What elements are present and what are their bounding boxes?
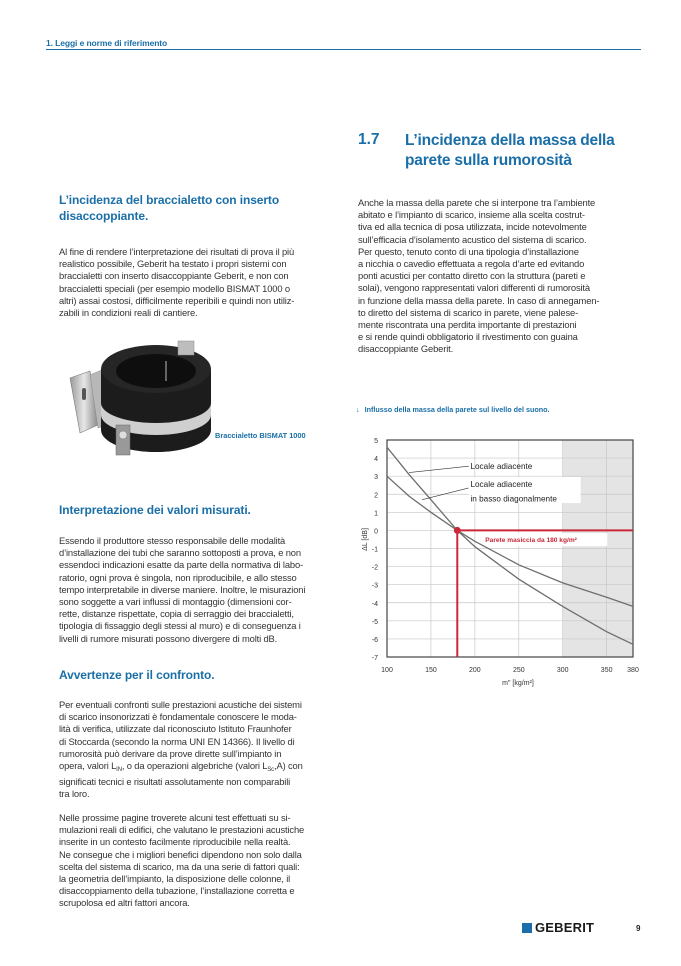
x-tick-label: 350 xyxy=(600,667,613,674)
paragraph-line: braccialetti con inserto disaccoppiante Geberit, e non con xyxy=(59,270,289,282)
paragraph-line: scrupolosa ed altri fattori ancora. xyxy=(59,897,190,909)
paragraph-line: ratorio, ogni prova è singola, non riproducibile, e allo stesso xyxy=(59,571,297,583)
figure-caption xyxy=(356,405,550,414)
paragraph-line: d’installazione dei tubi che saranno sottoposti a prova, e non xyxy=(59,547,301,559)
paragraph-line: disaccoppiante Geberit. xyxy=(358,343,454,355)
x-tick-label: 380 xyxy=(627,667,639,674)
page-number: 9 xyxy=(636,924,641,933)
heading-line: L’incidenza del braccialetto con inserto xyxy=(59,193,280,207)
paragraph-line: sono soggette a vari influssi di montaggio (dimensioni cor- xyxy=(59,596,292,608)
paragraph-line: essendoci indicazioni esatte da parte della normativa di labo- xyxy=(59,559,303,571)
reference-label: Parete masiccia da 180 kg/m² xyxy=(485,537,577,545)
paragraph-line: mulazioni reali di edifici, che valutano le prestazioni acustiche xyxy=(59,824,305,836)
paragraph-line: Per questo, tenuto conto di una tipologia d’installazione xyxy=(358,245,579,257)
running-header: 1. Leggi e norme di riferimento xyxy=(46,38,168,48)
paragraph-line: Essendo il produttore stesso responsabile delle modalità xyxy=(59,535,286,546)
paragraph-line: in funzione della massa della parete. In caso di annegamen- xyxy=(358,294,600,306)
paragraph-line: tra loro. xyxy=(59,788,90,800)
x-tick-label: 300 xyxy=(556,667,569,674)
y-tick-label: -4 xyxy=(371,600,378,608)
paragraph-line: significati tecnici e risultati assolutamente non comparabili xyxy=(59,776,291,788)
header-divider xyxy=(46,49,641,50)
x-axis-label: m" [kg/m²] xyxy=(502,680,534,687)
heading-line: disaccoppiante. xyxy=(59,209,149,223)
y-tick-label: 0 xyxy=(374,528,378,536)
bracket-heading xyxy=(59,192,279,224)
section-title-line: L’incidenza della massa della xyxy=(405,132,615,149)
logo-square-icon xyxy=(522,923,532,933)
geberit-logo xyxy=(522,920,594,935)
comparison-heading: Avvertenze per il confronto. xyxy=(59,668,215,682)
arrow-down-icon: ↓ xyxy=(356,405,360,414)
subscript: IN xyxy=(116,767,122,774)
paragraph-line: a nicchia o cavedio effettuata a regola d’arte ed evitando xyxy=(358,258,585,270)
x-tick-label: 250 xyxy=(512,667,525,674)
paragraph-line: scelta del sistema di scarico, ma da una serie di fattori quali: xyxy=(59,860,300,872)
paragraph-line: di scarico insonorizzati è fondamentale conoscere le moda- xyxy=(59,711,297,723)
paragraph-line: la geometria dell’impianto, la disposizione delle colonne, il xyxy=(59,873,291,885)
annotation-label: Locale adiacente xyxy=(470,462,533,472)
bismat-bracket-photo xyxy=(58,333,218,458)
paragraph-line: disaccoppiamento della tubazione, l’installazione corretta e xyxy=(59,885,295,897)
paragraph-line: Nelle prossime pagine troverete alcuni test effettuati su si- xyxy=(59,812,291,823)
section-title xyxy=(405,131,645,171)
paragraph-line: inserite in un contesto facilmente riproducibile nella realtà. xyxy=(59,836,291,848)
paragraph-line: livelli di rumore misurati possono divergere di molti dB. xyxy=(59,632,278,644)
y-axis-label: ΔL [dB] xyxy=(362,528,369,551)
paragraph-line: mente riscontrata una perdita importante di prestazioni xyxy=(358,319,577,331)
paragraph-line: Anche la massa della parete che si interpone tra l’ambiente xyxy=(358,197,596,208)
paragraph-line: lità di verifica, utilizzate dal riconosciuto Istituto Fraunhofer xyxy=(59,723,292,735)
paragraph-line: tempo interpretabile in diverse maniere. Inoltre, le misurazioni xyxy=(59,583,306,595)
paragraph-line: ponti acustici per contatto diretto con la struttura (pareti e xyxy=(358,270,586,282)
paragraph-line: tipologia di fissaggio degli stessi al muro) e di conseguenza i xyxy=(59,620,301,632)
paragraph-line: rette, distanze rispettate, copia di serraggio dei braccialetti, xyxy=(59,608,294,620)
paragraph-line: abitato e l’impianto di scarico, insieme alla scelta costrut- xyxy=(358,209,585,221)
paragraph-line: zabili in condizioni reali di cantiere. xyxy=(59,307,198,319)
annotation-label: in basso diagonalmente xyxy=(470,494,557,504)
comparison-line-formula xyxy=(59,760,303,776)
paragraph-line: realistico possibile, Geberit ha testato i propri sistemi con xyxy=(59,258,287,270)
text-fragment: ,A) con xyxy=(274,760,303,772)
interpretation-paragraph xyxy=(59,535,305,645)
paragraph-line: altri) assai costosi, difficilmente reperibili e quindi non utiliz- xyxy=(59,294,295,306)
interpretation-heading: Interpretazione dei valori misurati. xyxy=(59,503,251,517)
x-tick-label: 100 xyxy=(381,667,393,674)
paragraph-line: sull’efficacia d’isolamento acustico del sistema di scarico. xyxy=(358,233,587,245)
y-tick-label: -6 xyxy=(371,636,378,644)
annotation-leader xyxy=(409,466,469,472)
paragraph-line: braccialetti speciali (per esempio modello BISMAT 1000 o xyxy=(59,282,290,294)
y-tick-label: 1 xyxy=(374,510,378,518)
y-tick-label: -3 xyxy=(371,582,378,590)
annotation-label: Locale adiacente xyxy=(470,480,533,490)
wall-mass-chart xyxy=(355,430,655,695)
paragraph-line: Ne consegue che i migliori benefici dipendono non solo dalla xyxy=(59,848,302,860)
paragraph-line: to diretto del sistema di scarico in parete, viene palese- xyxy=(358,306,579,318)
x-tick-label: 200 xyxy=(469,667,481,674)
reference-marker xyxy=(454,527,461,534)
section-intro-paragraph xyxy=(358,197,599,356)
photo-caption: Braccialetto BISMAT 1000 xyxy=(215,431,306,440)
y-tick-label: 3 xyxy=(374,474,378,482)
section-number: 1.7 xyxy=(358,131,380,148)
paragraph-line: e si rende quindi obbligatorio il rivestimento con guaina xyxy=(358,331,578,343)
text-fragment: opera, valori L xyxy=(59,760,117,772)
annotation-leader xyxy=(422,488,469,500)
section-title-line: parete sulla rumorosità xyxy=(405,152,572,169)
y-tick-label: 4 xyxy=(374,456,378,464)
y-tick-label: 2 xyxy=(374,492,378,500)
x-tick-label: 150 xyxy=(425,667,437,674)
logo-text: GEBERIT xyxy=(535,920,595,935)
y-tick-label: -7 xyxy=(371,655,378,662)
next-pages-paragraph xyxy=(59,812,304,910)
text-fragment: , o da operazioni algebriche (valori L xyxy=(121,760,268,772)
comparison-paragraph xyxy=(59,699,303,801)
paragraph-line: Per eventuali confronti sulle prestazioni acustiche dei sistemi xyxy=(59,699,302,710)
paragraph-line: tiva ed alla tecnica di posa utilizzata, incide notevolmente xyxy=(358,221,587,233)
y-tick-label: -5 xyxy=(371,618,378,626)
y-tick-label: -2 xyxy=(371,564,378,572)
paragraph-line: Al fine di rendere l’interpretazione dei risultati di prova il più xyxy=(59,246,295,257)
paragraph-line: solai), vengono rappresentati valori differenti di rumorosità xyxy=(358,282,590,294)
y-tick-label: -1 xyxy=(371,546,378,554)
paragraph-line: di Stoccarda (secondo la norma UNI EN 14366). Il livello di xyxy=(59,735,295,747)
y-tick-label: 5 xyxy=(374,438,378,445)
figure-caption-text: Influsso della massa della parete sul livello del suono. xyxy=(364,405,550,414)
paragraph-line: rumorosità può derivare da prove dirette sull’impianto in xyxy=(59,747,282,759)
subscript: Sc xyxy=(267,767,275,774)
bracket-paragraph xyxy=(59,246,294,319)
